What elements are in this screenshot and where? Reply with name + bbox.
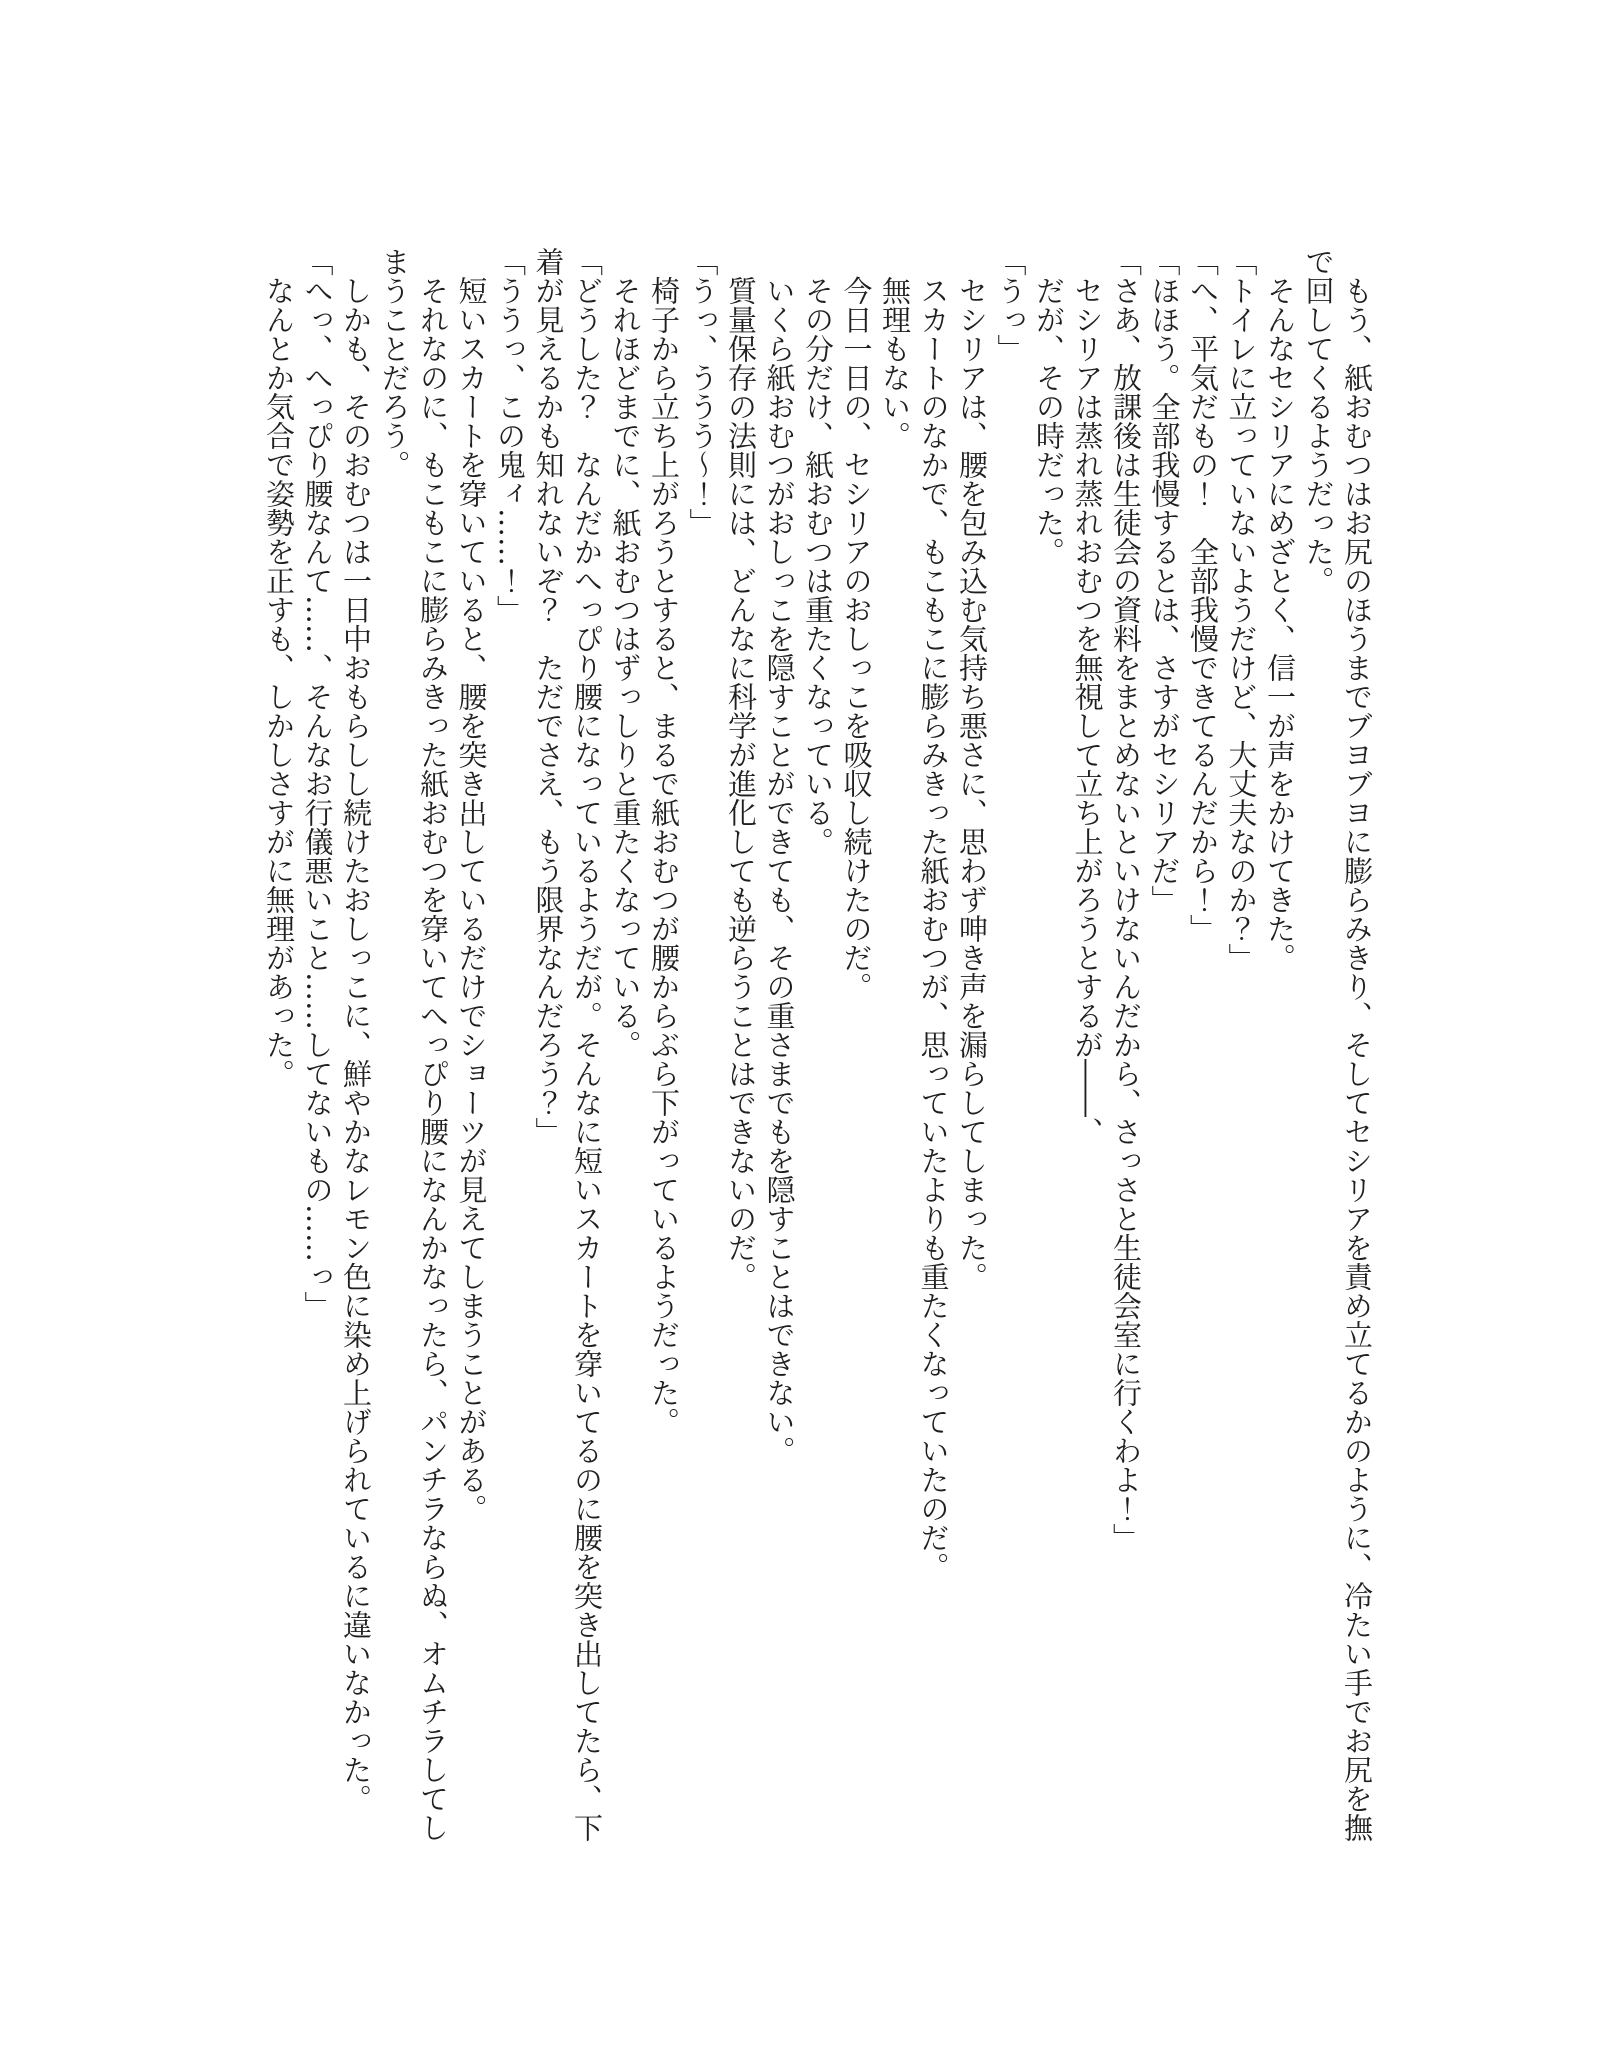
paragraph: 「トイレに立っていないようだけど、大丈夫なのか？」 [1224, 247, 1259, 972]
paragraph: 「へっ、へっぴり腰なんて……、そんなお行儀悪いこと……してないもの……っ」 [300, 247, 335, 1320]
paragraph: 「へ、平気だもの！ 全部我慢できてるんだから！」 [1186, 247, 1220, 943]
paragraph: もう、紙おむつはお尻のほうまでブヨブヨに膨らみきり、そしてセシリアを責め立てるかのように、冷たい手でお尻を撫で回してくるようだった。 [1301, 247, 1374, 1842]
paragraph: それなのに、もこもこに膨らみきった紙おむつを穿いてへっぴり腰になんかなったら、パンチラならぬ、オムチラしてしまうことだろう。 [377, 247, 450, 1842]
paragraph: セシリアは蒸れ蒸れおむつを無視して立ち上がろうとするが――、 [1070, 276, 1105, 1146]
paragraph: 「うっ」 [993, 247, 1028, 363]
paragraph: いくら紙おむつがおしっこを隠すことができても、その重さまでもを隠すことはできない。 [762, 276, 797, 1465]
paragraph: だが、その時だった。 [1032, 276, 1066, 566]
paragraph: 「さあ、放課後は生徒会の資料をまとめないといけないんだから、さっさと生徒会室に行くわよ！」 [1109, 247, 1143, 1552]
paragraph: それほどまでに、紙おむつはずっしりと重たくなっている。 [608, 276, 643, 1059]
paragraph: その分だけ、紙おむつは重たくなっている。 [801, 276, 835, 856]
paragraph: スカートのなかで、もこもこに膨らみきった紙おむつが、思っていたよりも重たくなっていたのだ。 [916, 276, 951, 1581]
paragraph: 「どうした？ なんだかへっぴり腰になっているようだが。そんなに短いスカートを穿いてるのに腰を突き出してたら、下着が見えるかも知れないぞ？ ただでさえ、もう限界なんだろう？」 [531, 247, 604, 1842]
paragraph: そんなセシリアにめざとく、信一が声をかけてきた。 [1263, 276, 1297, 972]
paragraph: 「ほほう。全部我慢するとは、さすがセシリアだ」 [1147, 247, 1182, 914]
paragraph: 「うっ、ううう～！」 [685, 247, 720, 537]
paragraph: 無理もない。 [878, 276, 912, 450]
paragraph: 短いスカートを穿いていると、腰を突き出しているだけでショーツが見えてしまうことがある。 [454, 276, 489, 1523]
paragraph: 質量保存の法則には、どんなに科学が進化しても逆らうことはできないのだ。 [724, 276, 758, 1291]
paragraph: なんとか気合で姿勢を正すも、しかしさすがに無理があった。 [262, 276, 296, 1088]
paragraph: しかも、そのおむつは一日中おもらしし続けたおしっこに、鮮やかなレモン色に染め上げられているに違いなかった。 [339, 276, 373, 1813]
vertical-text-flow [260, 247, 1377, 1842]
paragraph: 今日一日の、セシリアのおしっこを吸収し続けたのだ。 [839, 276, 874, 1001]
paragraph: 「ううっ、この鬼ィ……！」 [493, 247, 527, 624]
paragraph: 椅子から立ち上がろうとすると、まるで紙おむつが腰からぶら下がっているようだった。 [647, 276, 681, 1436]
paragraph: セシリアは、腰を包み込む気持ち悪さに、思わず呻き声を漏らしてしまった。 [955, 276, 989, 1291]
